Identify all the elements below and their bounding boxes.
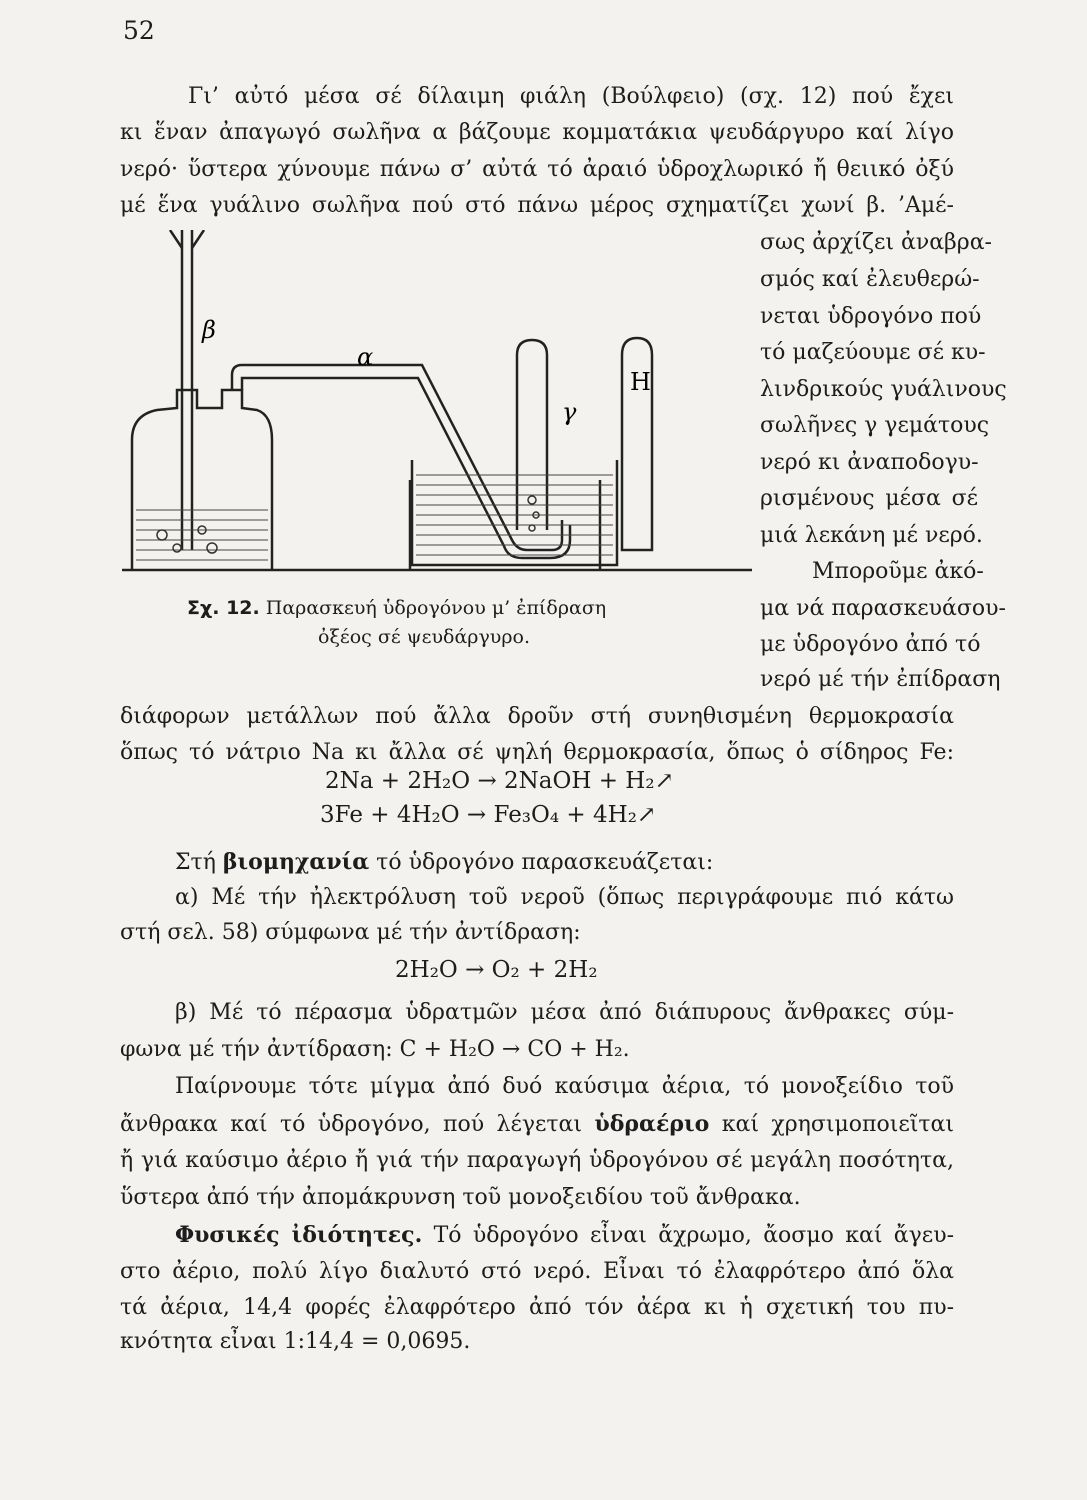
watergas-bold: ὑδραέριο [594, 1111, 710, 1137]
method-a-line-1: α) Μέ τήν ἠλεκτρόλυση τοῦ νεροῦ (ὅπως περιγράφουμε πιό κάτω [175, 885, 954, 910]
figure-label-gamma: γ [562, 398, 577, 426]
watergas-line-3: ἤ γιά καύσιμο ἀέριο ἤ γιά τήν παραγωγή ὑδρογόνου σέ μεγάλη ποσότητα, [120, 1148, 954, 1173]
figure-caption-line-2: ὀξέος σέ ψευδάργυρο. [318, 626, 531, 648]
industry-bold: βιομηχανία [222, 849, 370, 875]
industry-prefix: Στή [175, 850, 223, 875]
figure-label-beta: β [202, 316, 216, 344]
figure-caption-line-1 [187, 597, 606, 619]
method-b-line-2: φωνα μέ τήν ἀντίδραση: C + H₂O → CO + H₂. [120, 1037, 630, 1062]
hydrogen-apparatus-figure [122, 230, 752, 582]
paragraph-2-line-1: διάφορων μετάλλων πού ἄλλα δροῦν στή συνηθισμένη θερμοκρασία [120, 704, 954, 729]
wrap-line-10: Μποροῦμε ἀκό- [812, 559, 984, 584]
equation-iron: 3Fe + 4H₂O → Fe₃O₄ + 4H₂↗ [320, 802, 657, 828]
wrap-line-3: νεται ὑδρογόνο πού [760, 304, 982, 329]
paragraph-1-line-4: μέ ἕνα γυάλινο σωλῆνα πού στό πάνω μέρος σχηματίζει χωνί β. ’Αμέ- [120, 193, 954, 218]
wrap-line-8: ρισμένους μέσα σέ [760, 486, 978, 511]
paragraph-2-line-2: ὅπως τό νάτριο Na κι ἄλλα σέ ψηλή θερμοκρασία, ὅπως ὁ σίδηρος Fe: [120, 740, 954, 765]
watergas-prefix: ἄνθρακα καί τό ὑδρογόνο, πού λέγεται [120, 1112, 595, 1137]
wrap-line-7: νερό κι ἀναποδογυ- [760, 450, 979, 475]
watergas-line-1: Παίρνουμε τότε μίγμα ἀπό δυό καύσιμα ἀέρια, τό μονοξείδιο τοῦ [175, 1074, 954, 1099]
figure-caption-text-1: Παρασκευή ὑδρογόνου μ’ ἐπίδραση [265, 597, 607, 619]
physical-line-4: κνότητα εἶναι 1:14,4 = 0,0695. [120, 1329, 471, 1354]
physical-line-2: στο ἀέριο, πολύ λίγο διαλυτό στό νερό. Εἶναι τό ἐλαφρότερο ἀπό ὅλα [120, 1259, 954, 1284]
watergas-line-2 [120, 1109, 954, 1140]
wrap-line-13: νερό μέ τήν ἐπίδραση [760, 667, 1001, 692]
figure-label-h: H [630, 368, 651, 396]
wrap-line-6: σωλῆνες γ γεμάτους [760, 413, 990, 438]
physical-line-3: τά ἀέρια, 14,4 φορές ἐλαφρότερο ἀπό τόν ἀέρα κι ἡ σχετική του πυ- [120, 1295, 954, 1320]
industry-suffix: τό ὑδρογόνο παρασκευάζεται: [369, 850, 714, 875]
industry-line [175, 847, 713, 878]
wrap-line-4: τό μαζεύουμε σέ κυ- [760, 340, 986, 365]
equation-electrolysis: 2H₂O → O₂ + 2H₂ [395, 957, 598, 983]
equation-sodium: 2Na + 2H₂O → 2NaOH + H₂↗ [325, 768, 674, 794]
physical-line-1-rest: Τό ὑδρογόνο εἶναι ἄχρωμο, ἄοσμο καί ἄγευ- [422, 1223, 955, 1248]
wrap-line-1: σως ἀρχίζει ἀναβρα- [760, 230, 992, 255]
wrap-line-5: λινδρικούς γυάλινους [760, 377, 1007, 402]
figure-label-alpha: α [357, 343, 374, 371]
wrap-line-11: μα νά παρασκευάσου- [760, 596, 1006, 621]
figure-caption-label: Σχ. 12. [187, 597, 260, 619]
paragraph-1-line-2: κι ἕναν ἀπαγωγό σωλῆνα α βάζουμε κομματάκια ψευδάργυρο καί λίγο [120, 120, 954, 145]
paragraph-1-line-1: Γι’ αὐτό μέσα σέ δίλαιμη φιάλη (Βούλφειο) (σχ. 12) πού ἔχει [188, 84, 954, 109]
page-number: 52 [123, 16, 155, 45]
wrap-line-12: με ὑδρογόνο ἀπό τό [760, 632, 981, 657]
watergas-line-4: ὕστερα ἀπό τήν ἀπομάκρυνση τοῦ μονοξειδίου τοῦ ἄνθρακα. [120, 1185, 801, 1210]
method-b-line-1: β) Μέ τό πέρασμα ὑδρατμῶν μέσα ἀπό διάπυρους ἄνθρακες σύμ- [175, 1000, 954, 1025]
physical-heading: Φυσικές ἰδιότητες. [175, 1222, 423, 1248]
wrap-line-9: μιά λεκάνη μέ νερό. [760, 523, 983, 548]
physical-line-1 [175, 1220, 954, 1251]
wrap-line-2: σμός καί ἐλευθερώ- [760, 267, 980, 292]
paragraph-1-line-3: νερό· ὕστερα χύνουμε πάνω σ’ αὐτά τό ἀραιό ὑδροχλωρικό ἤ θειικό ὀξύ [120, 157, 954, 182]
method-a-line-2: στή σελ. 58) σύμφωνα μέ τήν ἀντίδραση: [120, 920, 581, 945]
watergas-suffix: καί χρησιμοποιεῖται [709, 1112, 955, 1137]
